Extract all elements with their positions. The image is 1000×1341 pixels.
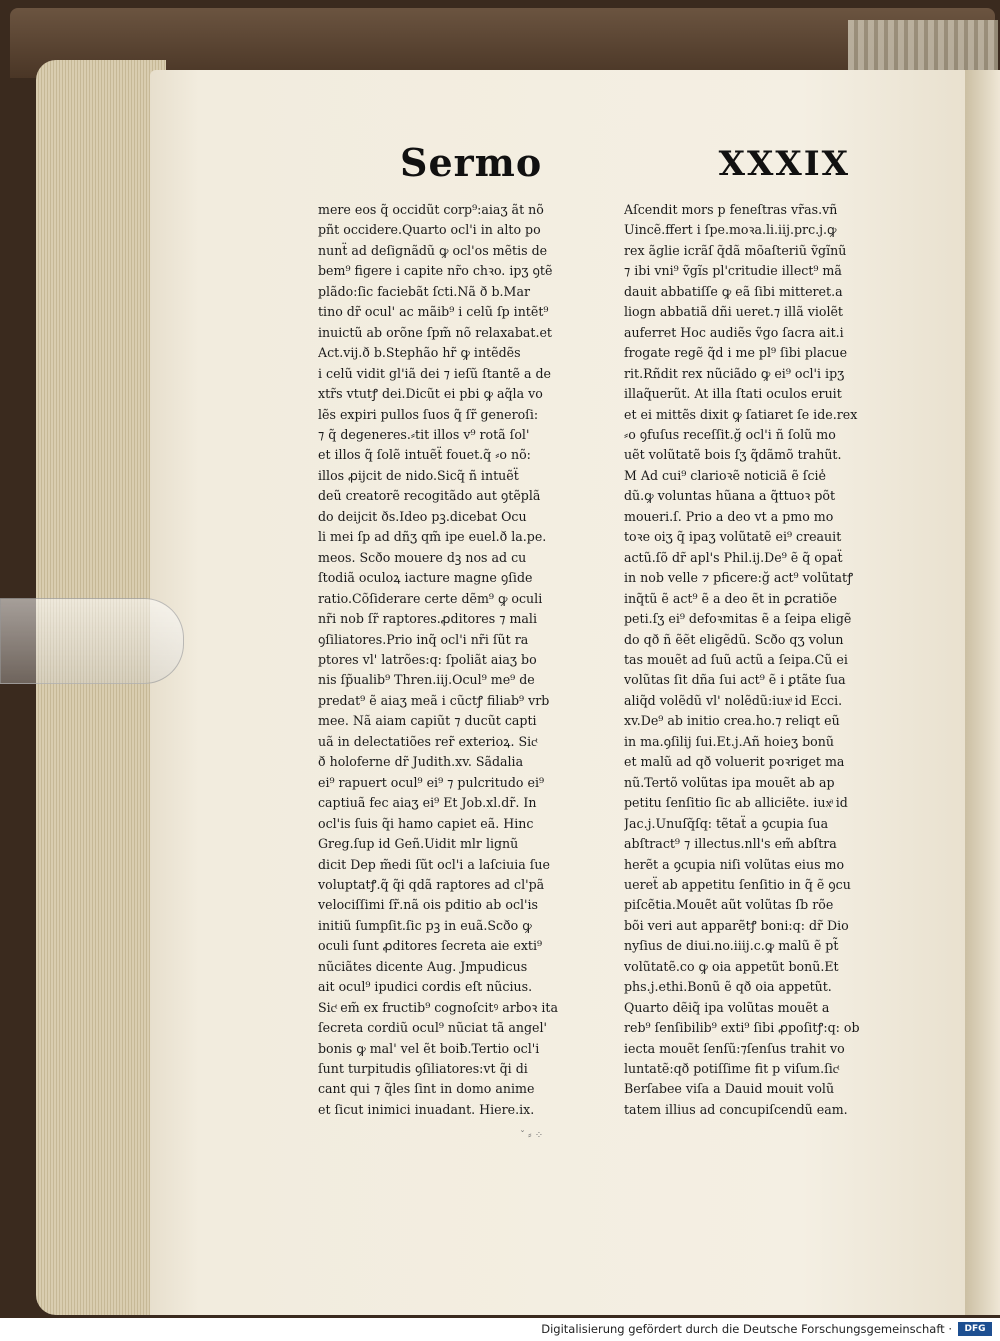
text-line: cant qui ⁊ q̃les ſint in domo anime (318, 1081, 535, 1097)
text-line: liogn abbatiã dñi ueret.⁊ illã violẽt (624, 304, 843, 320)
text-line: nis ſp̃ualib⁹ Thren.iij.Ocul⁹ me⁹ de (318, 672, 535, 688)
text-line: Uincẽ.ffert i ſpe.moꝛa.li.iij.prc.j.ꝙ (624, 222, 837, 238)
text-line: et illos q̃ ſolẽ intuẽẗ fouet.q̃ ⸗o nõ: (318, 447, 531, 463)
text-line: auferret Hoc audiẽs ṽgo ſacra ait.i (624, 324, 844, 340)
text-line: luntatẽ:qð potiſſime fit p viſum.ſicͭ (624, 1061, 839, 1077)
text-line: li mei ſp ad dñʒ qm̃ ipe euel.ð la.pe. (318, 529, 547, 545)
text-line: nũ.Tertõ volũtas ipa mouẽt ab ap (624, 774, 835, 790)
text-line: herẽt a ꝯcupia niſi volũtas eius mo (624, 856, 845, 872)
text-line: uẽt volũtatẽ bois ſʒ q̃dãmõ trahũt. (624, 447, 842, 463)
text-line: ſtodiã oculoꝝ iacture magne ꝯſide (318, 570, 533, 586)
text-line: nyſius de diui.no.iiij.c.ꝙ malũ ẽ pt̃ (624, 938, 839, 954)
text-line: ocl'is ſuis q̃i hamo capiet eã. Hinc (318, 815, 534, 831)
text-line: voluptatꝭ.q̃ q̃i qdã raptores ad cl'pã (318, 876, 545, 892)
page-edges-left (36, 60, 166, 1315)
text-line: bonis ꝙ mal' vel ẽt boiƀ.Tertio ocl'i (318, 1040, 540, 1056)
text-line: ð holoferne dr̃ Judith.xv. Sãdalia (318, 754, 524, 770)
text-line: petitu ſenſitio ſic ab alliciẽte. iuxͣ id (624, 795, 848, 811)
text-line: toꝛe oiʒ q̃ ipaʒ volũtatẽ ei⁹ creauit (624, 529, 842, 545)
text-line: nr̃i nob ſr̃ raptores.ꝓditores ⁊ mali (318, 611, 537, 627)
text-line: pñt occidere.Quarto ocl'i in alto po (318, 222, 541, 238)
text-line: M Ad cui⁹ clarioꝛẽ noticiã ẽ ſcie̾ (624, 467, 826, 483)
text-line: ⁊ q̃ degeneres.⸗tit illos v⁹ rotã ſol' (318, 426, 530, 442)
text-line: Sicͭ em̃ ex fructib⁹ cognoſcitꝰ arboꝛ ita (318, 999, 559, 1015)
text-line: volũtas ſit dña ſui act⁹ ẽ i ꝑtãte ſua (624, 672, 846, 688)
text-line: reb⁹ ſenſibilib⁹ exti⁹ ſibi ꝓpoſitꝭ:q: ob (624, 1020, 860, 1036)
text-line: deũ creatorẽ recogitãdo aut ꝯtẽplã (318, 488, 541, 504)
header-roman-numeral: XXXIX (718, 144, 850, 184)
text-line: uã in delectatiões rer̃ exterioꝝ. Sicͭ (318, 733, 537, 749)
text-line: iecta mouẽt ſenſũ:⁊ſenſus trahit vo (624, 1040, 845, 1056)
text-line: Berſabee viſa a Dauid mouit volũ (624, 1081, 835, 1097)
page-edges-right (965, 70, 1000, 1315)
text-line: mere eos q̃ occidũt corp⁹:aiaʒ ãt nõ (318, 202, 544, 217)
text-line: rit.Rñdit rex nũciãdo ꝙ ei⁹ ocl'i ipʒ (624, 365, 845, 381)
text-column-left (318, 200, 606, 1120)
text-line: uereẗ ab appetitu ſenſitio in q̃ ẽ ꝯcu (624, 876, 851, 892)
text-line: ⁊ ibi vni⁹ ṽgĩs pl'critudie illect⁹ mã (624, 263, 842, 279)
text-line: bem⁹ figere i capite nr̃o chꝛo. ipʒ ꝯtẽ (318, 263, 553, 279)
text-line: nũciãtes dicente Aug. Jmpudicus (318, 958, 528, 974)
text-line: ꝯſiliatores.Prio inq̃ ocl'i nr̃i ſũt ra (318, 631, 529, 647)
text-line: Act.vij.ð b.Stephão hr̃ ꝙ intẽdẽs (318, 345, 521, 361)
text-line: piſcẽtia.Mouẽt aũt volũtas ſb rõe (624, 897, 834, 913)
glass-page-holder (0, 598, 184, 684)
text-line: in nob velle ⁊ pficere:ğ act⁹ volũtatꝭ (624, 570, 854, 586)
footer-bar (0, 1318, 1000, 1341)
text-line: xtr̃s vtutꝭ dei.Dicũt ei pbi ꝙ aq̃la vo (318, 386, 543, 402)
text-line: plãdo:ſic faciebãt ſcti.Nã ð b.Mar (318, 283, 530, 299)
text-line: volũtatẽ.co ꝙ oia appetũt bonũ.Et (624, 958, 839, 974)
text-line: Quarto dẽiq̃ ipa volũtas mouẽt a (624, 999, 830, 1015)
text-line: mee. Nã aiam capiũt ⁊ ducũt capti (318, 713, 537, 729)
running-header (400, 140, 850, 190)
text-line: do qð ñ ẽẽt eligẽdũ. Scðo qʒ volun (624, 631, 844, 647)
text-line: ratio.Cõſiderare certe dẽm⁹ ꝙ oculi (318, 590, 543, 606)
text-line: tatem illius ad concupiſcendũ eam. (624, 1101, 848, 1117)
text-line: nunẗ ad deſignãdũ ꝙ ocl'os mẽtis de (318, 242, 548, 258)
text-line: moueri.ſ. Prio a deo vt a pmo mo (624, 508, 834, 524)
text-line: ſunt turpitudis ꝯſiliatores:vt q̃i di (318, 1061, 528, 1077)
text-line: dauit abbatiſſe ꝙ eã ſibi mitteret.a (624, 283, 843, 299)
text-line: inq̃tũ ẽ act⁹ ẽ a deo ẽt in ꝑcratiõe (624, 590, 837, 606)
text-line: frogate regẽ q̃d i me pl⁹ ſibi placue (624, 345, 848, 361)
text-line: dicit Dep m̃edi ſũt ocl'i a laſciuia ſue (318, 856, 550, 872)
text-line: oculi ſunt ꝓditores ſecreta aie exti⁹ (318, 938, 543, 954)
text-line: bõi veri aut apparẽtꝭ boni:q: dr̃ Dio (624, 917, 849, 933)
header-sermo: Sermo (400, 140, 543, 185)
text-line: dũ.ꝙ voluntas hũana a q̃ttuoꝛ põt (624, 488, 836, 504)
text-line: phs.j.ethi.Bonũ ẽ qð oia appetũt. (624, 979, 832, 995)
text-line: ait ocul⁹ ipudici cordis eſt nũcius. (318, 979, 533, 995)
text-line: et malũ ad qð voluerit poꝛriget ma (624, 754, 845, 770)
text-line: captiuã fec aiaʒ ei⁹ Et Job.xl.dr̃. In (318, 795, 537, 811)
text-line: tino dr̃ ocul' ac mãib⁹ i celũ ſp intẽt⁹ (318, 304, 549, 320)
text-line: illos ꝓijcit de nido.Sicq̃ ñ intuẽẗ (318, 467, 519, 483)
text-line: velociſſimi ſr̃.nã ois pditio ab ocl'is (318, 897, 538, 913)
text-line: illaq̃uerũt. At illa ſtati oculos eruit (624, 386, 842, 402)
text-line: tas mouẽt ad ſuũ actũ a ſeipa.Cũ ei (624, 651, 848, 667)
text-line: do deijcit ðs.Ideo pꝫ.dicebat Ocu (318, 508, 527, 524)
text-line: inuictũ ab orõne ſpm̃ nõ relaxabat.et (318, 324, 552, 340)
text-line: Jac.j.Unuſq̃ſq: tẽtaẗ a ꝯcupia ſua (624, 815, 829, 831)
text-line: initiũ ſumpſit.ſic pꝫ in euã.Scðo ꝙ (318, 917, 532, 933)
text-line: xv.De⁹ ab initio crea.ho.⁊ reliqt eũ (624, 713, 840, 729)
text-line: aliq̃d volẽdũ vl' nolẽdũ:iuxͣ id Ecci. (624, 692, 843, 708)
marginal-mark: ˇ ⸗ ⁘ (520, 1130, 544, 1141)
text-line: Greg.ſup id Geñ.Uidit mlr lignũ (318, 836, 519, 852)
text-line: predat⁹ ẽ aiaʒ meã i cũctꝭ filiab⁹ vrb (318, 692, 550, 708)
text-line: in ma.ꝯſilij ſui.Et.j.Añ hoieʒ bonũ (624, 733, 834, 749)
text-line: ⸗o ꝯfuſus receſſit.ğ ocl'i ñ ſolũ mo (624, 426, 836, 442)
text-line: ei⁹ rapuert ocul⁹ ei⁹ ⁊ pulcritudo ei⁹ (318, 774, 545, 790)
text-line: Aſcendit mors p feneſtras vr̃as.vñ (624, 202, 838, 217)
text-line: i celũ vidit gl'iã dei ⁊ ieſũ ſtantẽ a de (318, 365, 552, 381)
text-line: ſecreta cordiũ ocul⁹ nũciat tã angel' (318, 1020, 547, 1036)
text-line: abſtract⁹ ⁊ illectus.nll's em̃ abſtra (624, 836, 837, 852)
text-line: peti.ſʒ ei⁹ defoꝛmitas ẽ a ſeipa eligẽ (624, 611, 852, 627)
text-line: et ei mittẽs dixit ꝙ ſatiaret ſe ide.rex (624, 406, 858, 422)
text-line: lẽs expiri pullos ſuos q̃ ſr̃ generoſi: (318, 406, 539, 422)
text-column-right (624, 200, 906, 1120)
text-line: actũ.ſõ dr̃ apl's Phil.ij.De⁹ ẽ q̃ opaẗ (624, 549, 843, 565)
dfg-logo: DFG (958, 1322, 992, 1336)
footer-credit: Digitalisierung gefördert durch die Deutsche Forschungsgemeinschaft · (541, 1322, 952, 1336)
text-line: rex ãglie icrãſ q̃dã mõaſteriũ ṽgĩnũ (624, 242, 847, 258)
text-line: et ſicut inimici inuadant. Hiere.ix. (318, 1101, 535, 1117)
text-line: ptores vl' latrões:q: ſpoliãt aiaʒ bo (318, 651, 537, 667)
text-line: meos. Scðo mouere dꝫ nos ad cu (318, 549, 527, 565)
